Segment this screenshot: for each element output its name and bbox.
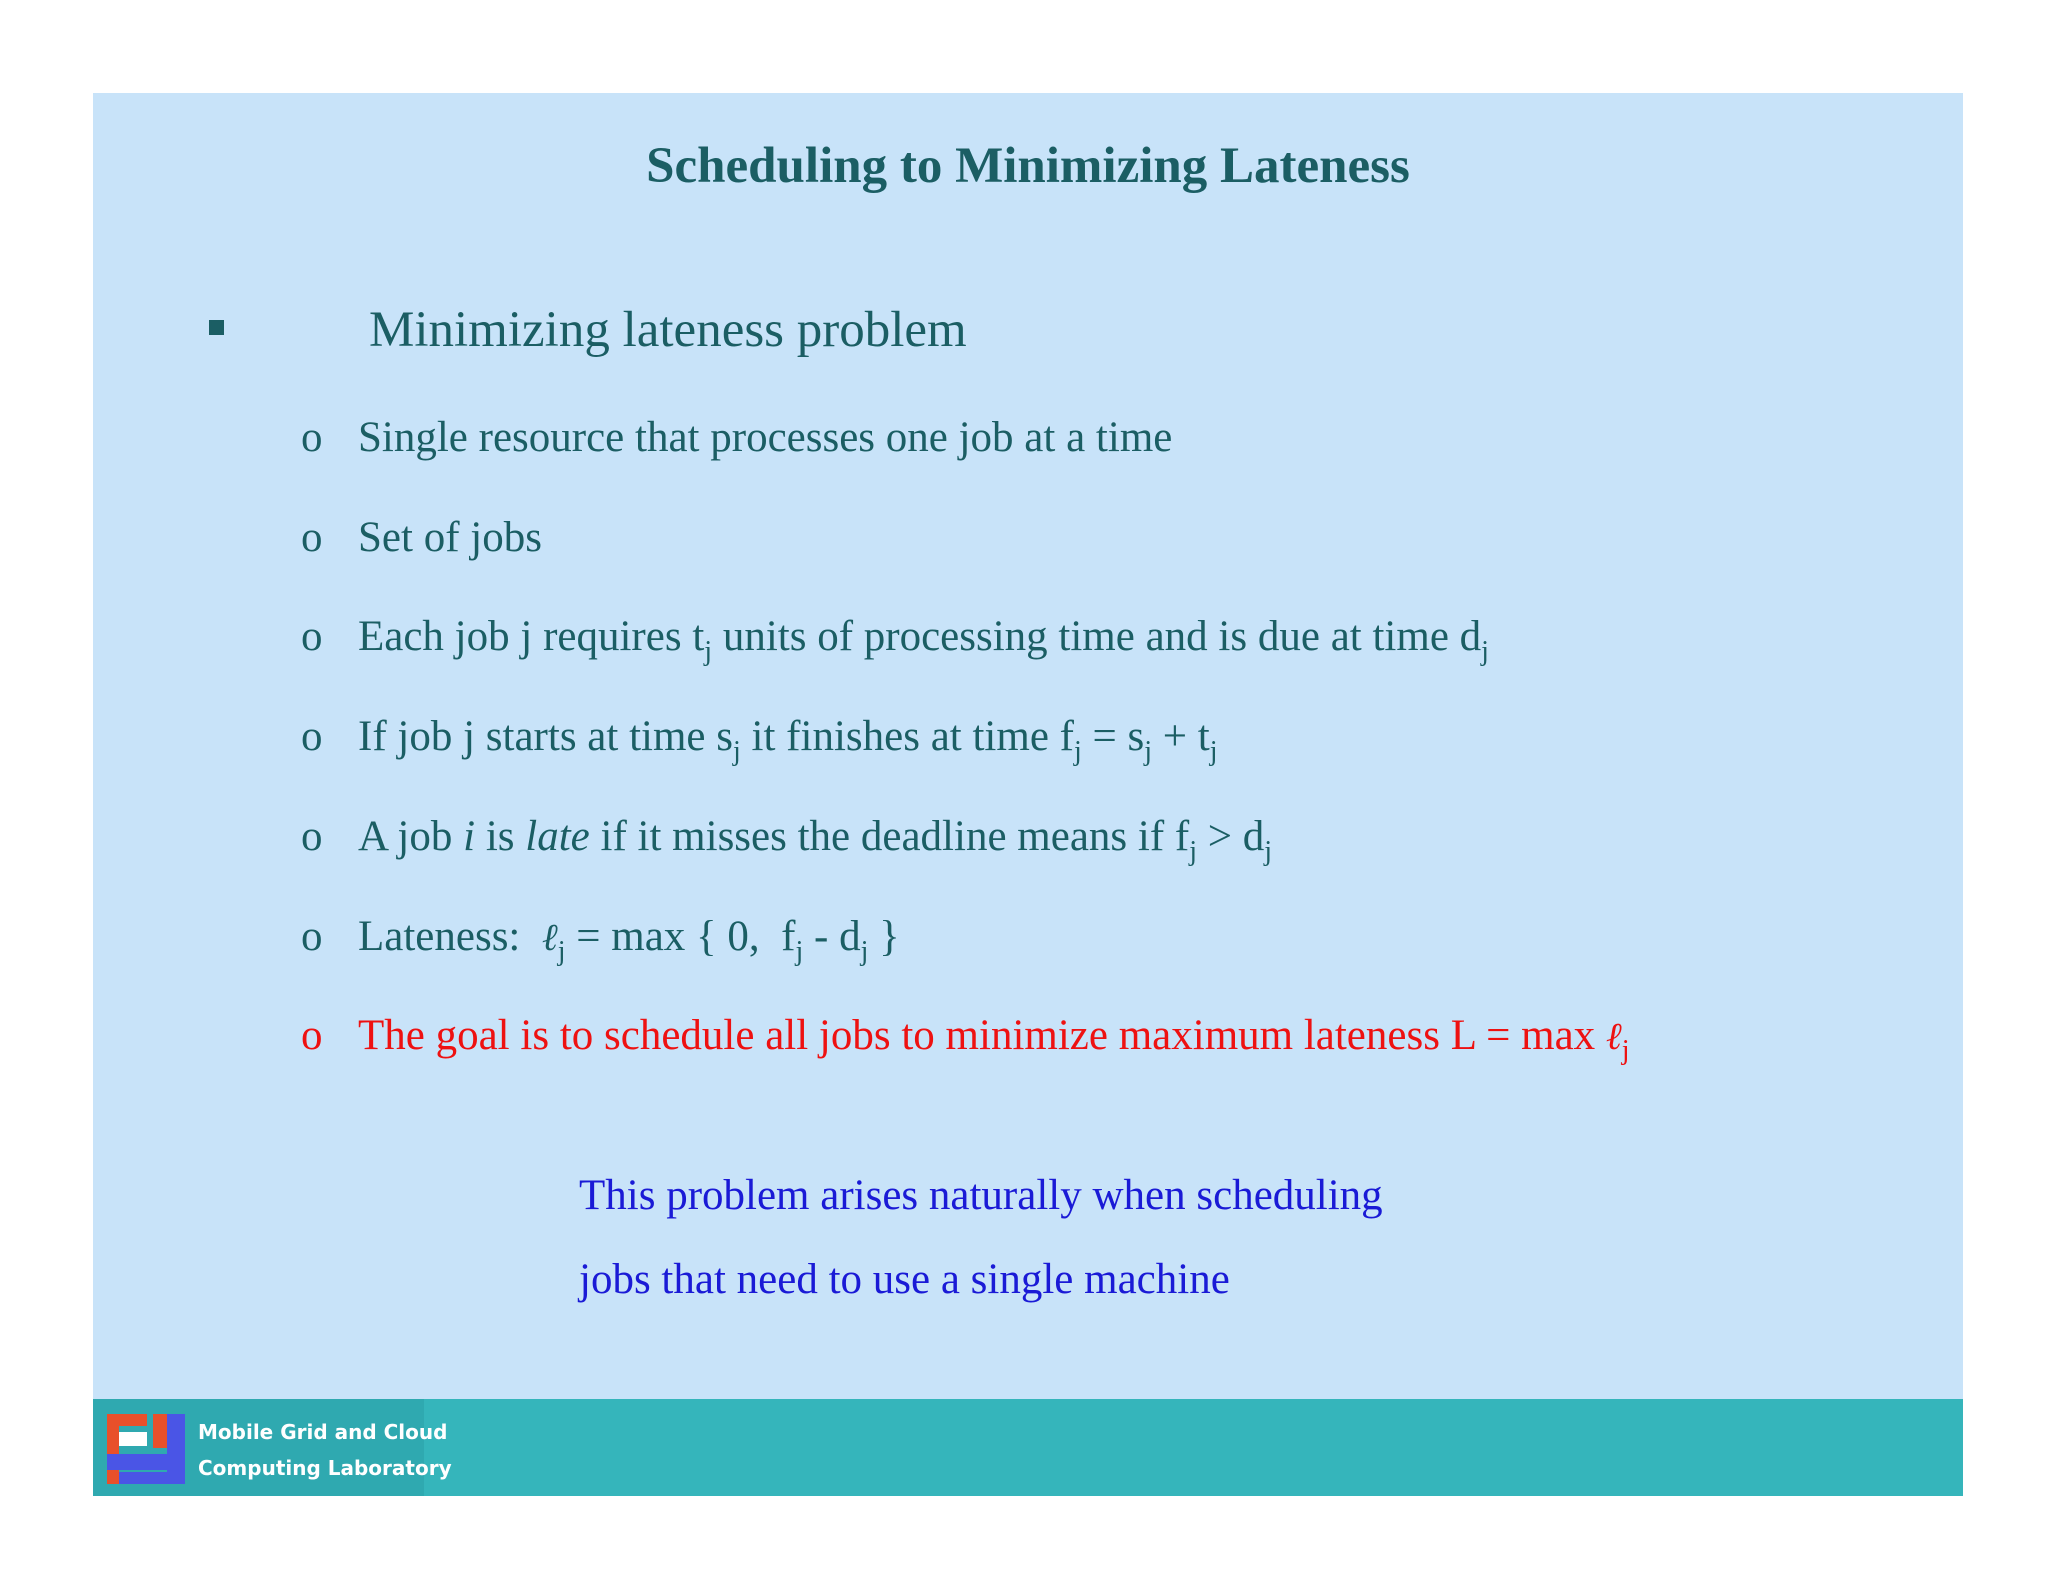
sub-bullet-text [358, 607, 1489, 667]
circle-bullet-icon: o [301, 713, 323, 760]
circle-bullet-icon: o [301, 813, 323, 860]
sub-bullet-text: Single resource that processes one job at a time [358, 414, 1173, 461]
text-part: > d [1197, 813, 1265, 860]
subscript: j [1481, 636, 1489, 667]
circle-bullet-icon: o [301, 1012, 323, 1059]
lab-logo [93, 1399, 452, 1496]
text-part: = max { 0, f [565, 913, 796, 960]
text-part: is [475, 813, 526, 860]
text-part: units of processing time and is due at time d [712, 613, 1482, 660]
note-line-2: jobs that need to use a single machine [579, 1256, 1230, 1303]
text-part: + t [1152, 713, 1210, 760]
note-line-1: This problem arises naturally when scheduling [579, 1172, 1383, 1219]
square-bullet-icon [209, 320, 224, 335]
lab-logo-text [198, 1414, 452, 1486]
subscript: j [795, 936, 804, 967]
subscript: j [1189, 836, 1198, 867]
text-part: A job [358, 813, 464, 860]
logo-line-1: Mobile Grid and Cloud [198, 1420, 448, 1444]
sub-bullet-text [358, 1006, 1630, 1066]
circle-bullet-icon: o [301, 414, 323, 461]
text-part: If job j starts at time s [358, 713, 733, 760]
subscript: j [704, 636, 713, 667]
ell-symbol: ℓ [541, 915, 558, 959]
text-part: } [868, 913, 900, 960]
lab-logo-icon [107, 1414, 185, 1484]
main-bullet-text: Minimizing lateness problem [369, 302, 967, 358]
italic-i: i [463, 813, 476, 860]
text-part: if it misses the deadline means if f [589, 813, 1190, 860]
text-part: = s [1081, 713, 1145, 760]
subscript: j [1144, 736, 1153, 767]
circle-bullet-icon: o [301, 913, 323, 960]
subscript: j [1073, 736, 1082, 767]
sub-bullet-text [358, 907, 900, 967]
ell-symbol: ℓ [1605, 1014, 1622, 1058]
subscript: j [733, 736, 741, 767]
subscript: j [860, 936, 869, 967]
slide [93, 93, 1963, 1496]
sub-bullet-text [358, 807, 1272, 867]
text-part: Each job j requires t [358, 613, 705, 660]
circle-bullet-icon: o [301, 613, 323, 660]
subscript: j [557, 936, 566, 967]
subscript: j [1209, 736, 1218, 767]
text-part: it finishes at time f [740, 713, 1074, 760]
subscript: j [1264, 836, 1273, 867]
italic-late: late [525, 813, 590, 860]
text-part: The goal is to schedule all jobs to minimize maximum lateness L = max [358, 1012, 1606, 1059]
sub-bullet-text: Set of jobs [358, 514, 542, 561]
logo-line-2: Computing Laboratory [198, 1456, 452, 1480]
footer-bar [93, 1399, 1963, 1496]
circle-bullet-icon: o [301, 514, 323, 561]
sub-bullet-text [358, 707, 1218, 767]
text-part: Lateness: [358, 913, 542, 960]
subscript: j [1621, 1035, 1630, 1066]
slide-title: Scheduling to Minimizing Lateness [646, 138, 1410, 194]
text-part: - d [803, 913, 861, 960]
